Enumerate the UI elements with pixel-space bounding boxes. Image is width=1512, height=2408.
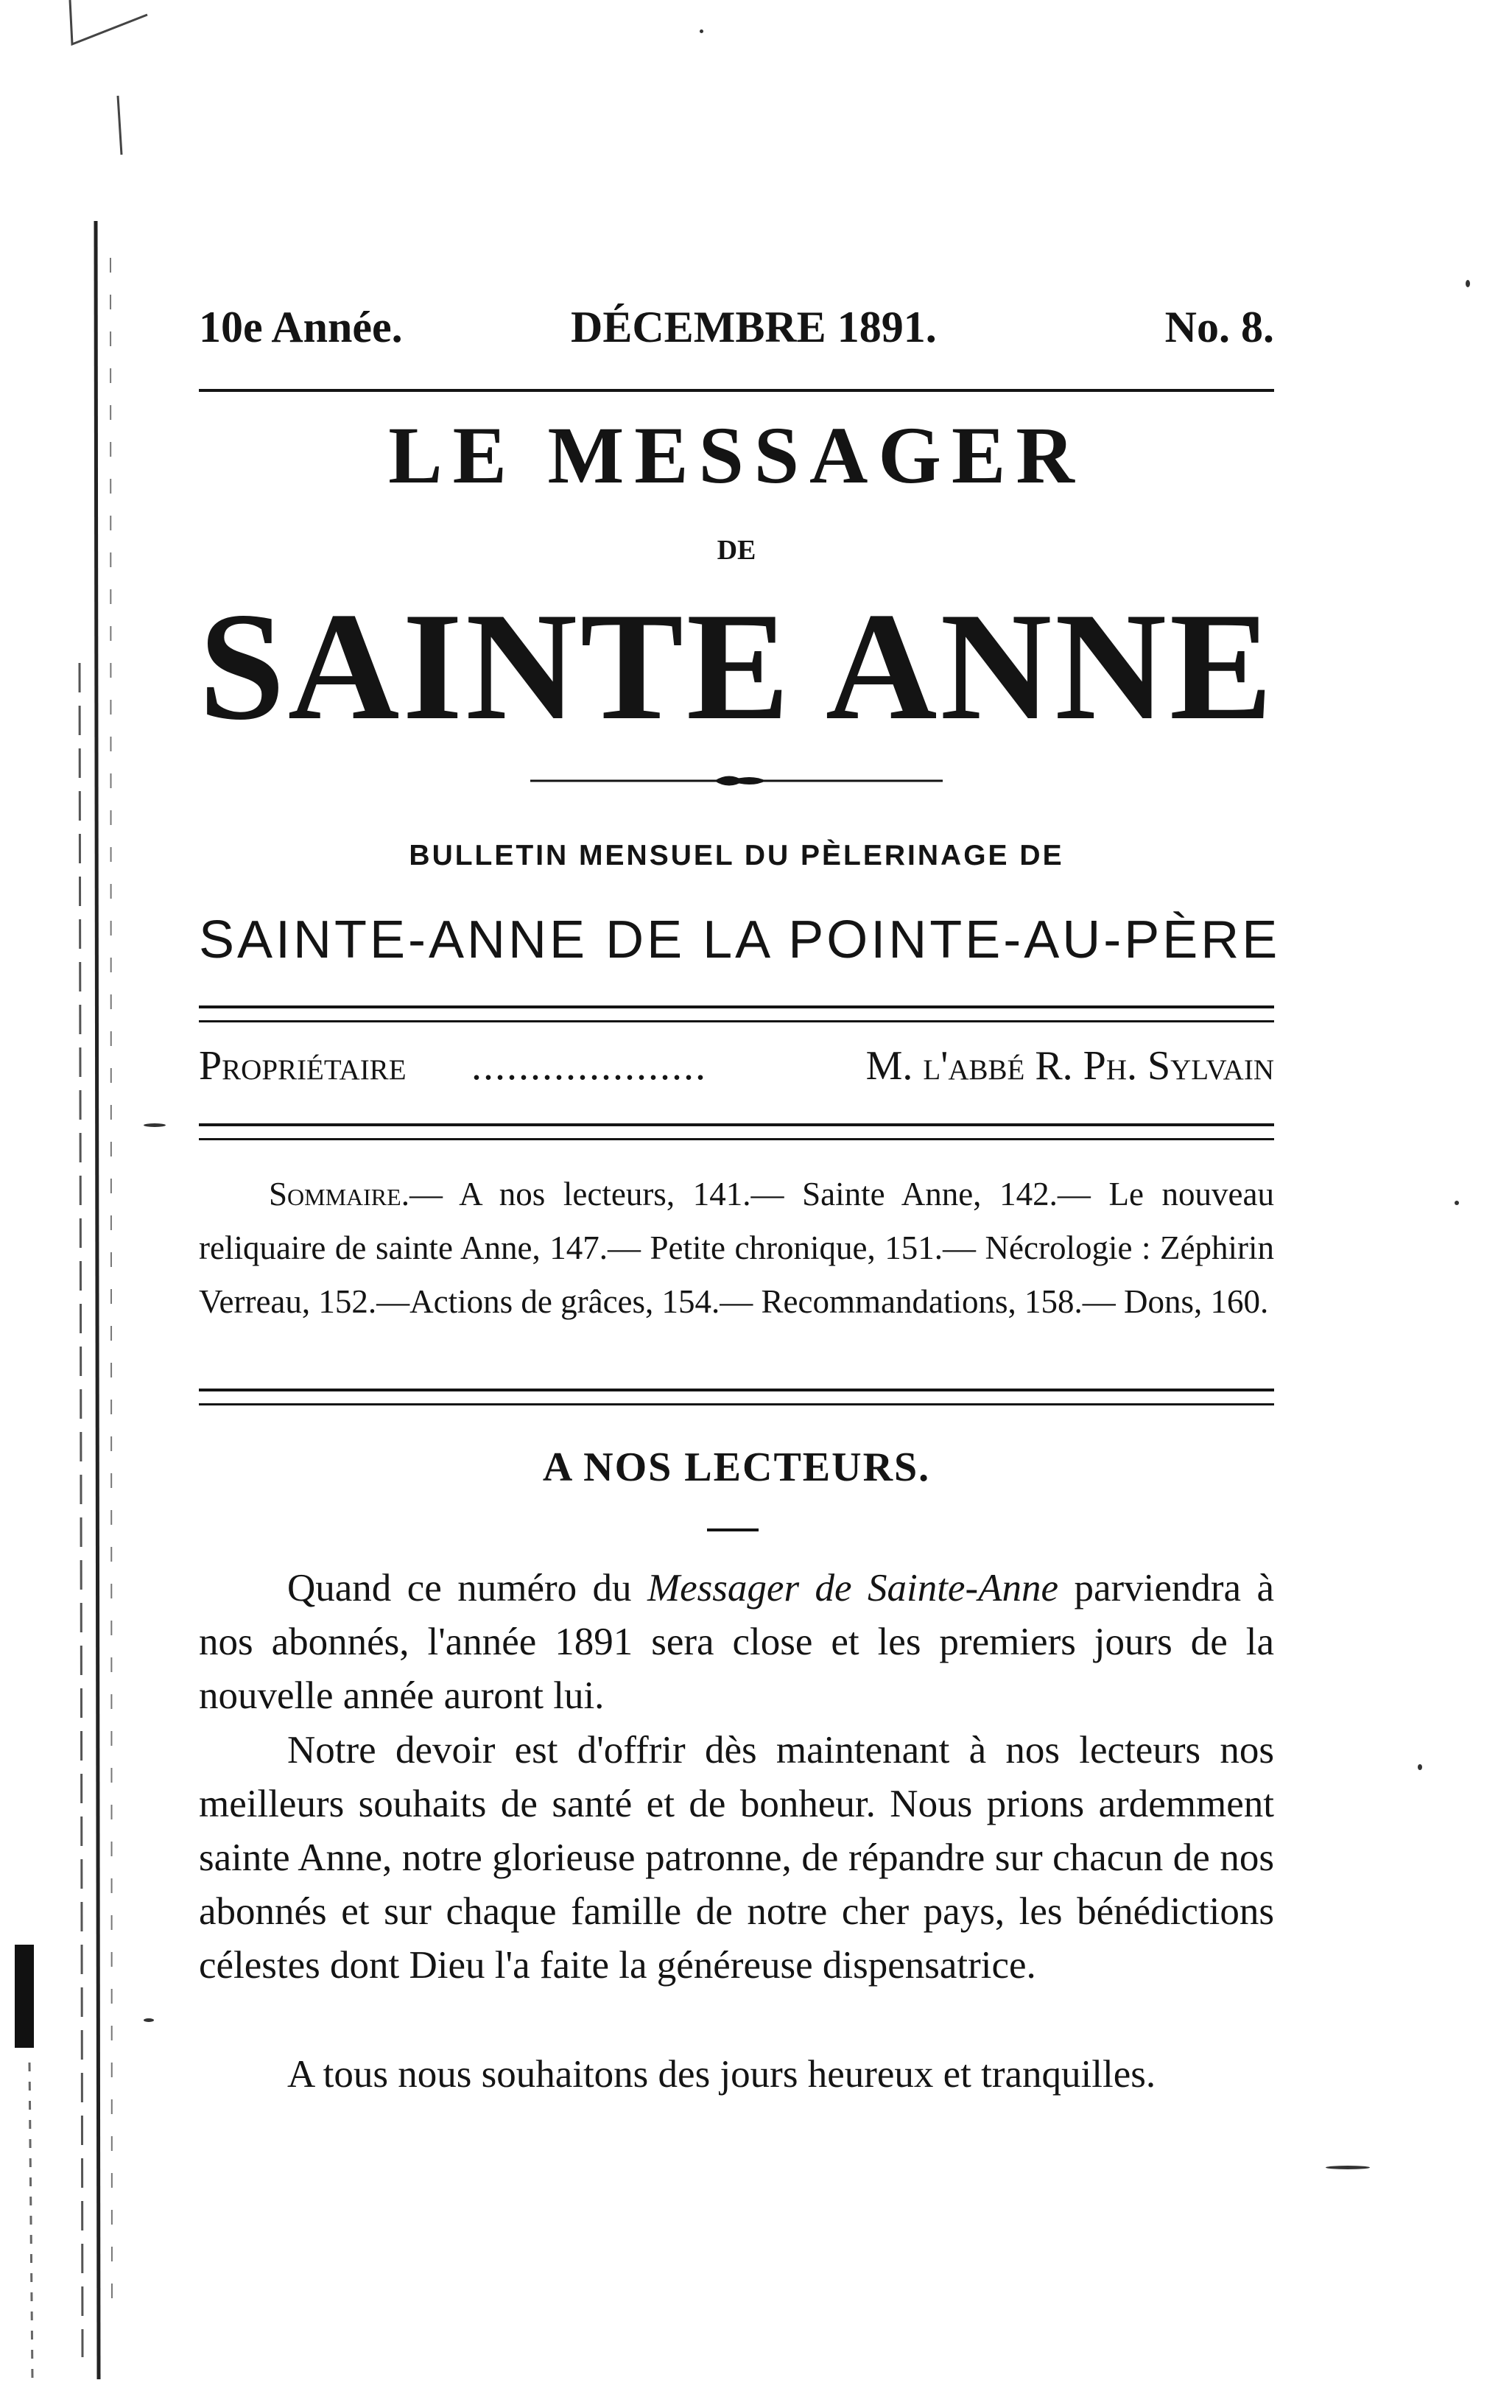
issue-date: DÉCEMBRE 1891.	[571, 303, 937, 351]
scan-speck	[1326, 2166, 1370, 2169]
ornament-divider	[530, 770, 943, 792]
scan-speck	[700, 29, 703, 33]
scan-speck	[1455, 1201, 1459, 1205]
scan-speck	[1466, 280, 1470, 287]
owner-leader-dots: ....................	[471, 1043, 707, 1089]
binding-edge-shadow	[0, 0, 169, 2408]
scan-speck	[144, 1123, 166, 1127]
article-paragraph-1	[199, 1562, 1274, 1723]
p1-italic-title: Messager de Sainte-Anne	[647, 1567, 1058, 1610]
owner-label: Propriétaire	[199, 1043, 407, 1089]
masthead-title-line2: SAINTE ANNE	[199, 581, 1276, 752]
issue-year: 10e Année.	[199, 303, 403, 351]
double-rule-top	[199, 1005, 1274, 1008]
masthead-de: DE	[717, 535, 756, 566]
double-rule-bottom	[199, 1020, 1274, 1022]
article-separator	[707, 1528, 759, 1531]
summary-label: Sommaire.	[269, 1176, 409, 1212]
owner-rule-bottom	[199, 1138, 1274, 1140]
bulletin-subtitle: BULLETIN MENSUEL DU PÈLERINAGE DE	[409, 840, 1064, 871]
summary-text: — A nos lecteurs, 141.— Sainte Anne, 142.— Le nouveau reliquaire de sainte Anne, 147.— Petite chronique, 151.— Nécrologie : Zéphirin Verreau, 152.—Actions de grâces, 154.— Recommandations, 158.— Dons, 160.	[199, 1176, 1274, 1320]
article-title: A NOS LECTEURS.	[542, 1445, 931, 1490]
summary-rule-bottom	[199, 1403, 1274, 1405]
issue-number: No. 8.	[1164, 303, 1274, 351]
article-paragraph-2: Notre devoir est d'offrir dès maintenant à nos lecteurs nos meilleurs souhaits de santé et de bonheur. Nous prions ardemment sainte Anne, notre glorieuse patronne, de répandre sur chacun de nos abonnés et sur chaque famille de notre cher pays, les bénédictions célestes dont Dieu l'a faite la généreuse dispensatrice.	[199, 1729, 1274, 1987]
owner-name: M. l'abbé R. Ph. Sylvain	[865, 1043, 1274, 1089]
article-paragraph-3: A tous nous souhaitons des jours heureux et tranquilles.	[287, 2053, 1156, 2096]
pilgrimage-place: SAINTE-ANNE DE LA POINTE-AU-PÈRE	[199, 910, 1281, 969]
scan-speck	[1418, 1764, 1422, 1770]
owner-rule-top	[199, 1123, 1274, 1126]
issue-header	[199, 302, 1274, 390]
masthead-title-line1: LE MESSAGER	[388, 410, 1085, 500]
table-of-contents	[199, 1168, 1274, 1329]
scan-speck	[144, 2018, 154, 2022]
owner-line	[199, 1042, 1274, 1101]
header-rule	[199, 389, 1274, 392]
p1-end: parviendra à nos abonnés, l'année 1891 sera close et les premiers jours de la nouvelle année auront lui.	[199, 1567, 1274, 1717]
summary-rule-top	[199, 1389, 1274, 1391]
p1-start: Quand ce numéro du	[287, 1567, 647, 1610]
